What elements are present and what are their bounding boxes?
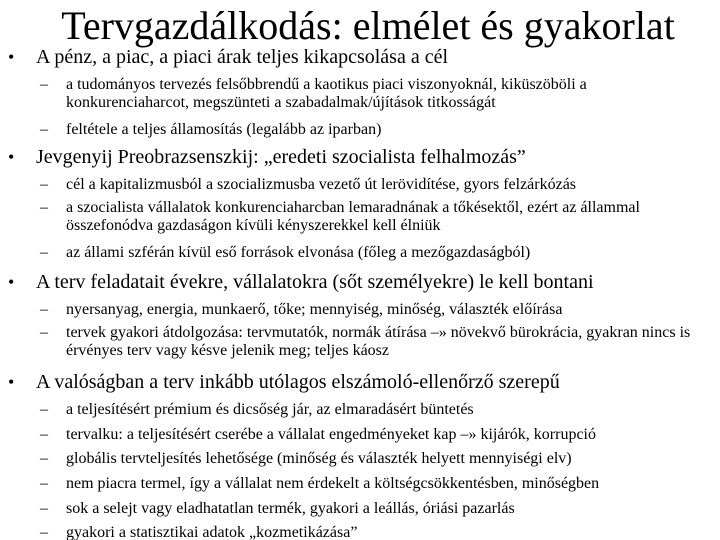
- bullet-text: A valóságban a terv inkább utólagos elszámoló-ellenőrző szerepű: [36, 371, 560, 393]
- dash-icon: –: [40, 244, 48, 261]
- subitem-text: cél a kapitalizmusból a szocializmusba vezető út lerövidítése, gyors felzárkózás: [66, 176, 577, 193]
- bullet-icon: •: [8, 47, 15, 67]
- dash-icon: –: [40, 199, 48, 216]
- subitem-text: nyersanyag, energia, munkaerő, tőke; mennyiség, minőség, választék előírása: [66, 301, 563, 318]
- subitem-text: nem piacra termel, így a vállalat nem érdekelt a költségcsökkentésben, minőségben: [66, 475, 600, 492]
- subitem-text: feltétele a teljes államosítás (legalább az iparban): [66, 121, 382, 138]
- subitem-text: gyakori a statisztikai adatok „kozmetikázása”: [66, 524, 358, 540]
- bullet-icon: •: [8, 372, 15, 392]
- bullet-text: A pénz, a piac, a piaci árak teljes kikapcsolása a cél: [36, 46, 449, 68]
- dash-icon: –: [40, 500, 48, 517]
- subitem-text: tervek gyakori átdolgozása: tervmutatók, normák átírása –» növekvő bürokrácia, gyakran nincs is érvényes terv vagy késve jelenik meg; teljes káosz: [66, 324, 691, 359]
- subitem-text: globális tervteljesítés lehetősége (minőség és választék helyett mennyiségi elv): [66, 450, 572, 467]
- subitem-text: sok a selejt vagy eladhatatlan termék, gyakori a leállás, óriási pazarlás: [66, 500, 515, 517]
- dash-icon: –: [40, 450, 48, 467]
- dash-icon: –: [40, 324, 48, 341]
- bullet-text: Jevgenyij Preobrazsenszkij: „eredeti szocialista felhalmozás”: [36, 146, 526, 168]
- dash-icon: –: [40, 121, 48, 138]
- bullet-icon: •: [8, 272, 15, 292]
- dash-icon: –: [40, 401, 48, 418]
- dash-icon: –: [40, 301, 48, 318]
- dash-icon: –: [40, 176, 48, 193]
- subitem-text: a teljesítésért prémium és dicsőség jár, az elmaradásért büntetés: [66, 401, 474, 418]
- slide-title: Tervgazdálkodás: elmélet és gyakorlat: [61, 3, 675, 48]
- dash-icon: –: [40, 475, 48, 492]
- dash-icon: –: [40, 524, 48, 540]
- subitem-text: tervalku: a teljesítésért cserébe a vállalat engedményeket kap –» kijárók, korrupció: [66, 426, 596, 443]
- bullet-icon: •: [8, 147, 15, 167]
- subitem-text: a tudományos tervezés felsőbbrendű a kaotikus piaci viszonyoknál, kiküszöböli a konkurenciaharcot, megszünteti a szabadalmak/újítások titkosságát: [66, 76, 587, 111]
- dash-icon: –: [40, 426, 48, 443]
- subitem-text: az állami szférán kívül eső források elvonása (főleg a mezőgazdaságból): [66, 244, 531, 261]
- subitem-text: a szocialista vállalatok konkurenciaharcban lemaradnának a tőkésektől, ezért az állammal összefonódva gazdaságon kívüli kényszerekkel kell élniük: [66, 199, 640, 234]
- bullet-text: A terv feladatait évekre, vállalatokra (sőt személyekre) le kell bontani: [36, 271, 594, 293]
- dash-icon: –: [40, 76, 48, 93]
